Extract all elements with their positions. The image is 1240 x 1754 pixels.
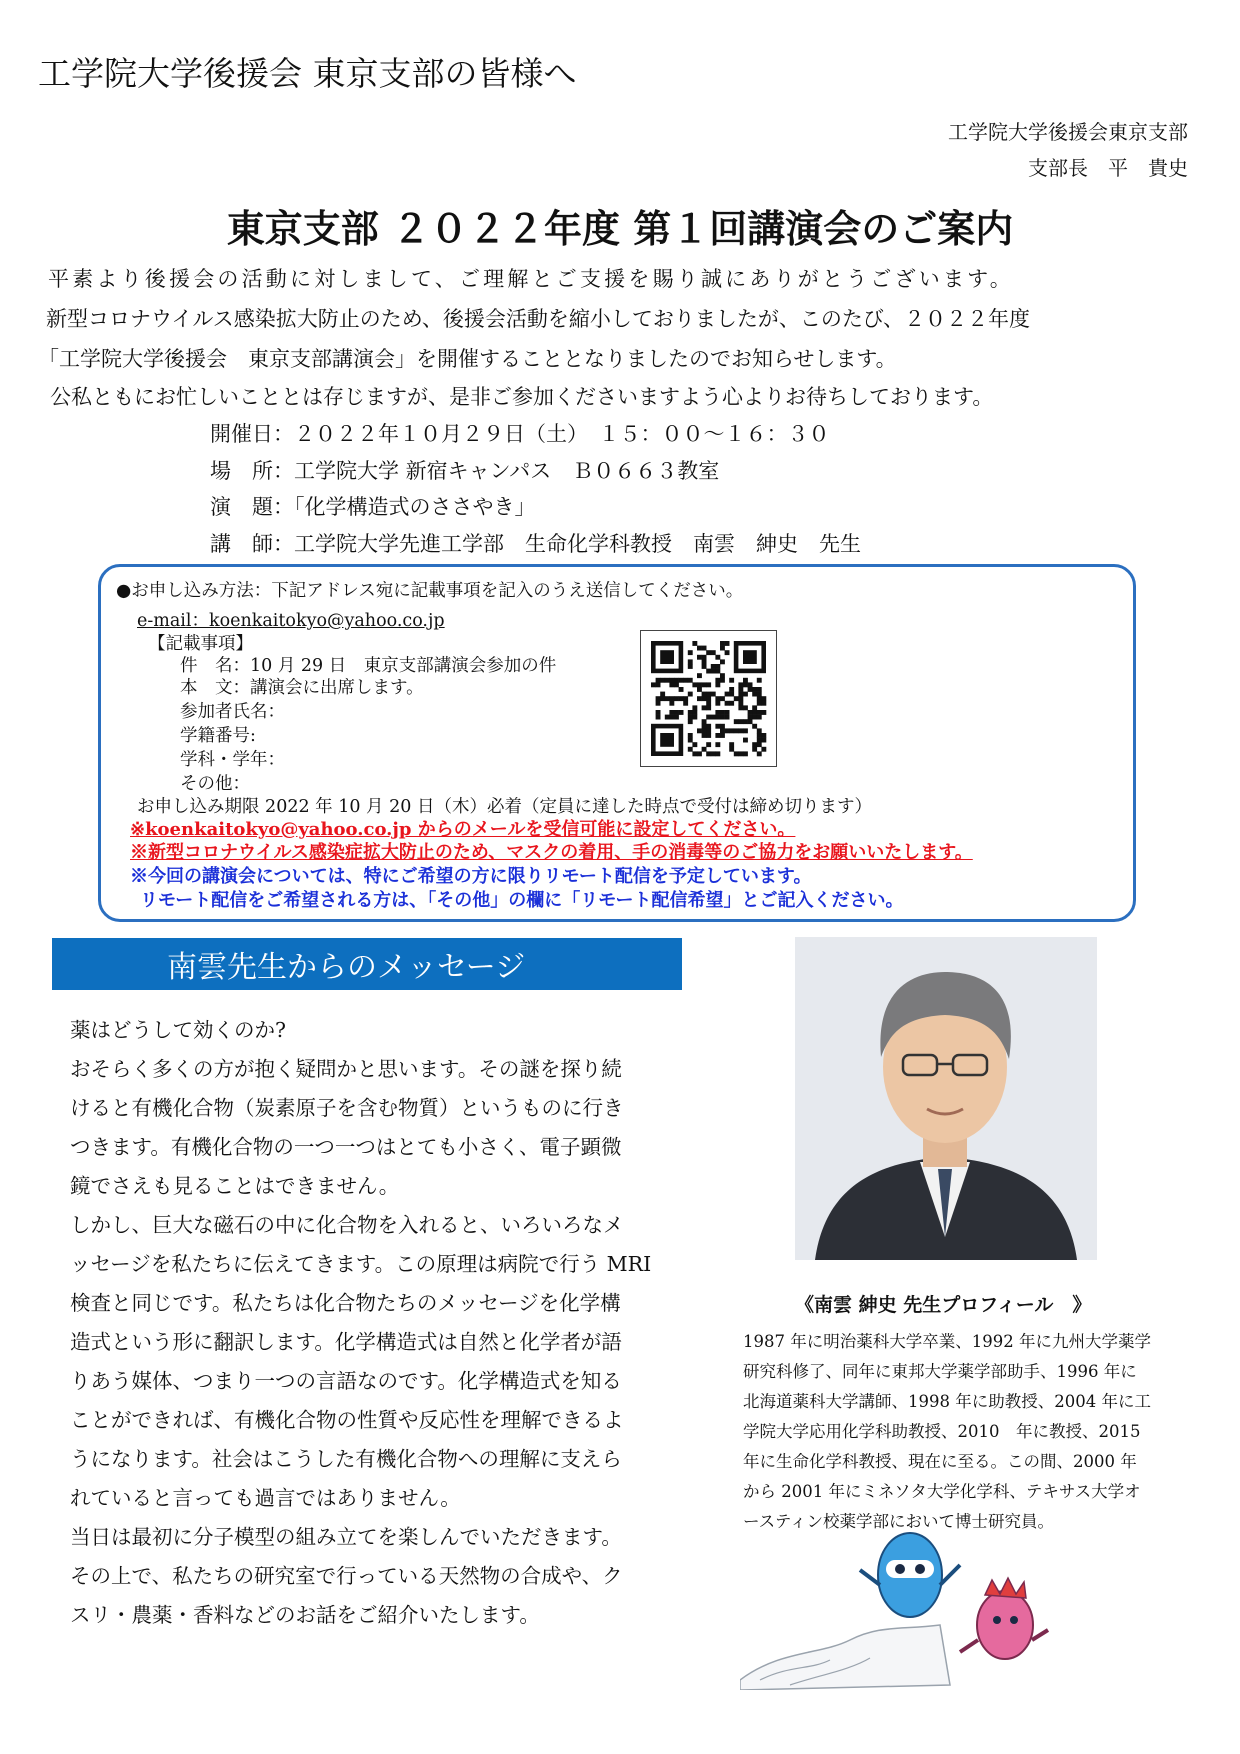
message-line: 当日は最初に分子模型の組み立てを楽しんでいただきます。 [70, 1525, 622, 1549]
branch-chief: 支部長 平 貴史 [1028, 156, 1188, 180]
message-line: 検査と同じです。私たちは化合物たちのメッセージを化学構 [70, 1291, 621, 1315]
lecturer-photo [795, 937, 1097, 1260]
message-line: ことができれば、有機化合物の性質や反応性を理解できるよ [70, 1408, 624, 1432]
item-other: その他： [180, 774, 250, 794]
profile-line: ースティン校薬学部において博士研究員。 [743, 1512, 1055, 1531]
profile-line: 1987 年に明治薬科大学卒業、1992 年に九州大学薬学 [743, 1332, 1151, 1351]
organization-name: 工学院大学後援会東京支部 [948, 120, 1188, 144]
page-title: 東京支部 ２０２２年度 第１回講演会のご案内 [226, 206, 1014, 251]
application-method: ●お申し込み方法：下記アドレス宛に記載事項を記入のうえ送信してください。 [116, 581, 744, 601]
event-date: 開催日：２０２２年１０月２９日（土） １５：００～１６：３０ [210, 422, 830, 446]
message-line: しかし、巨大な磁石の中に化合物を入れると、いろいろなメ [70, 1213, 624, 1237]
note-remote-1: ※今回の講演会については、特にご希望の方に限りリモート配信を予定しています。 [130, 866, 812, 887]
message-line: りあう媒体、つまり一つの言語なのです。化学構造式を知る [70, 1369, 622, 1393]
profile-title: 《南雲 紳史 先生プロフィール 》 [795, 1294, 1092, 1316]
message-line: けると有機化合物（炭素原子を含む物質）というものに行き [70, 1096, 624, 1120]
qr-code-image [641, 631, 776, 766]
application-email[interactable]: e-mail：koenkaitokyo@yahoo.co.jp [137, 611, 445, 631]
greeting: 工学院大学後援会 東京支部の皆様へ [38, 54, 577, 93]
qr-code[interactable] [640, 630, 777, 767]
message-line: ッセージを私たちに伝えてきます。この原理は病院で行う MRI [70, 1252, 652, 1276]
message-line: おそらく多くの方が抱く疑問かと思います。その謎を探り続 [70, 1057, 622, 1081]
item-subject: 件 名：10 月 29 日 東京支部講演会参加の件 [180, 656, 557, 676]
message-line: スリ・農薬・香料などのお話をご紹介いたします。 [70, 1603, 540, 1627]
profile-line: から 2001 年にミネソタ大学化学科、テキサス大学オ [743, 1482, 1141, 1501]
message-line: その上で、私たちの研究室で行っている天然物の合成や、ク [70, 1564, 623, 1588]
profile-line: 学院大学応用化学科助教授、2010 年に教授、2015 [743, 1422, 1141, 1441]
intro-line-3: 「工学院大学後援会 東京支部講演会」を開催することとなりましたのでお知らせします。 [38, 347, 897, 371]
message-line: うになります。社会はこうした有機化合物への理解に支えら [70, 1447, 622, 1471]
message-heading-text: 南雲先生からのメッセージ [167, 950, 526, 985]
message-line: 薬はどうして効くのか? [70, 1018, 286, 1042]
items-header: 【記載事項】 [148, 634, 253, 654]
profile-line: 北海道薬科大学講師、1998 年に助教授、2004 年に工 [743, 1392, 1151, 1411]
item-name: 参加者氏名： [180, 702, 285, 722]
message-line: 造式という形に翻訳します。化学構造式は自然と化学者が語 [70, 1330, 622, 1354]
event-place: 場 所：工学院大学 新宿キャンパス Ｂ０６６３教室 [210, 459, 720, 483]
application-deadline: お申し込み期限 2022 年 10 月 20 日（木）必着（定員に達した時点で受付は締め切ります） [137, 797, 872, 817]
item-student-id: 学籍番号: [180, 726, 256, 746]
event-topic: 演 題：「化学構造式のささやき」 [210, 495, 536, 519]
item-body: 本 文：講演会に出席します。 [180, 678, 424, 698]
intro-line-2: 新型コロナウイルス感染拡大防止のため、後援会活動を縮小しておりましたが、このたび、２０２２年度 [46, 307, 1031, 331]
note-remote-2: リモート配信をご希望される方は、「その他」の欄に「リモート配信希望」とご記入ください。 [140, 890, 904, 911]
person-icon [795, 937, 1097, 1260]
message-heading [52, 938, 682, 990]
intro-line-1: 平素より後援会の活動に対しまして、ご理解とご支援を賜り誠にありがとうございます。 [48, 267, 1014, 291]
mascot-icon [740, 1530, 1120, 1690]
profile-line: 研究科修了、同年に東邦大学薬学部助手、1996 年に [743, 1362, 1137, 1381]
item-dept-year: 学科・学年： [180, 750, 285, 770]
message-line: つきます。有機化合物の一つ一つはとても小さく、電子顕微 [70, 1135, 622, 1159]
note-mail-setting: ※koenkaitokyo@yahoo.co.jp からのメールを受信可能に設定してください。 [130, 819, 796, 840]
mascot-illustration [740, 1530, 1120, 1690]
message-line: れていると言っても過言ではありません。 [70, 1486, 461, 1510]
event-lecturer: 講 師：工学院大学先進工学部 生命化学科教授 南雲 紳史 先生 [210, 532, 861, 556]
profile-line: 年に生命化学科教授、現在に至る。この間、2000 年 [743, 1452, 1137, 1471]
note-covid: ※新型コロナウイルス感染症拡大防止のため、マスクの着用、手の消毒等のご協力をお願いいたします。 [130, 842, 973, 863]
intro-line-4: 公私ともにお忙しいこととは存じますが、是非ご参加くださいますよう心よりお待ちしております。 [50, 385, 994, 409]
message-line: 鏡でさえも見ることはできません。 [70, 1174, 400, 1198]
